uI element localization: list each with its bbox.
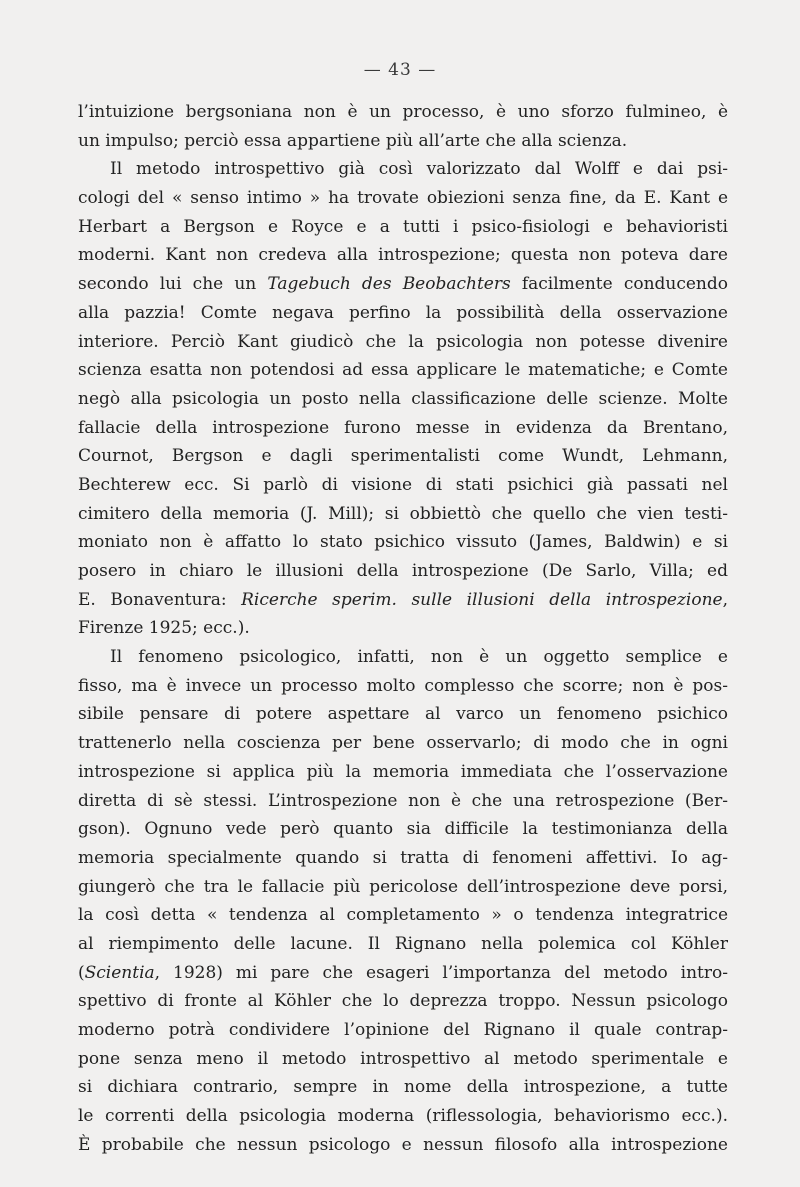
text-line: moniato non è affatto lo stato psichico vissuto (James, Baldwin) e si	[78, 532, 728, 553]
text-line	[78, 270, 728, 299]
text-line: cimitero della memoria (J. Mill); si obbiettò che quello che vien testi-	[78, 503, 728, 524]
text-line: al riempimento delle lacune. Il Rignano nella polemica col Köhler	[78, 933, 728, 954]
text-segment: facilmente conducendo	[510, 274, 728, 295]
text-line: l’intuizione bergsoniana non è un processo, è uno sforzo fulmineo, è	[78, 102, 728, 122]
text-line: trattenerlo nella coscienza per bene osservarlo; di modo che in ogni	[78, 733, 728, 754]
text-segment: (	[78, 962, 85, 983]
text-line: scienza esatta non potendosi ad essa applicare le matematiche; e Comte	[78, 360, 728, 381]
text-segment: , 1928) mi pare che esageri l’importanza del metodo intro-	[154, 962, 728, 983]
text-line: Il fenomeno psicologico, infatti, non è un oggetto semplice e	[110, 647, 728, 668]
text-line: fallacie della introspezione furono messe in evidenza da Brentano,	[78, 417, 728, 438]
text-line: Herbart a Bergson e Royce e a tutti i psico-fisiologi e behavioristi	[78, 216, 728, 237]
text-line: È probabile che nessun psicologo e nessun filosofo alla introspezione	[78, 1134, 728, 1155]
text-line: moderni. Kant non credeva alla introspezione; questa non poteva dare	[78, 245, 728, 266]
text-line: posero in chiaro le illusioni della introspezione (De Sarlo, Villa; ed	[78, 561, 728, 581]
text-line: gson). Ognuno vede però quanto sia difficile la testimonianza della	[78, 819, 728, 840]
book-title: Ricerche sperim. sulle illusioni della introspezione	[241, 589, 723, 610]
book-title: Tagebuch des Beobachters	[267, 274, 511, 295]
text-line: Bechterew ecc. Si parlò di visione di stati psichici già passati nel	[78, 474, 728, 495]
text-line: introspezione si applica più la memoria immediata che l’osservazione	[78, 761, 728, 782]
text-line: diretta di sè stessi. L’introspezione non è che una retrospezione (Ber-	[78, 790, 728, 811]
text-line: cologi del « senso intimo » ha trovate obiezioni senza fine, da E. Kant e	[78, 188, 728, 209]
text-line	[78, 959, 728, 988]
text-line: spettivo di fronte al Köhler che lo deprezza troppo. Nessun psicologo	[78, 991, 728, 1012]
body-text	[78, 98, 728, 1159]
text-line: Cournot, Bergson e dagli sperimentalisti come Wundt, Lehmann,	[78, 446, 728, 467]
text-line: sibile pensare di potere aspettare al varco un fenomeno psichico	[78, 704, 728, 725]
journal-title: Scientia	[84, 962, 155, 983]
text-line: un impulso; perciò essa appartiene più all’arte che alla scienza.	[78, 130, 628, 151]
text-line: le correnti della psicologia moderna (riflessologia, behaviorismo ecc.).	[78, 1106, 728, 1127]
page-number: — 43 —	[363, 60, 437, 80]
text-line: Il metodo introspettivo già così valorizzato dal Wolff e dai psi-	[110, 159, 728, 180]
text-line: fisso, ma è invece un processo molto complesso che scorre; non è pos-	[78, 675, 728, 696]
text-segment: E. Bonaventura:	[78, 589, 242, 610]
text-line: giungerò che tra le fallacie più pericolose dell’introspezione deve porsi,	[78, 876, 728, 897]
text-line: interiore. Perciò Kant giudicò che la psicologia non potesse divenire	[78, 331, 728, 352]
text-segment: secondo lui che un	[78, 274, 268, 295]
text-line: negò alla psicologia un posto nella classificazione delle scienze. Molte	[78, 388, 728, 409]
text-line: si dichiara contrario, sempre in nome della introspezione, a tutte	[78, 1077, 728, 1098]
text-line: Firenze 1925; ecc.).	[78, 618, 250, 639]
text-line: memoria specialmente quando si tratta di fenomeni affettivi. Io ag-	[78, 847, 728, 868]
text-segment: ,	[722, 589, 729, 610]
text-line: alla pazzia! Comte negava perfino la possibilità della osservazione	[78, 302, 728, 323]
text-line: moderno potrà condividere l’opinione del Rignano il quale contrap-	[78, 1020, 728, 1040]
text-line: la così detta « tendenza al completamento » o tendenza integratrice	[78, 905, 728, 926]
text-line: pone senza meno il metodo introspettivo al metodo sperimentale e	[78, 1048, 728, 1069]
text-line	[78, 586, 728, 615]
